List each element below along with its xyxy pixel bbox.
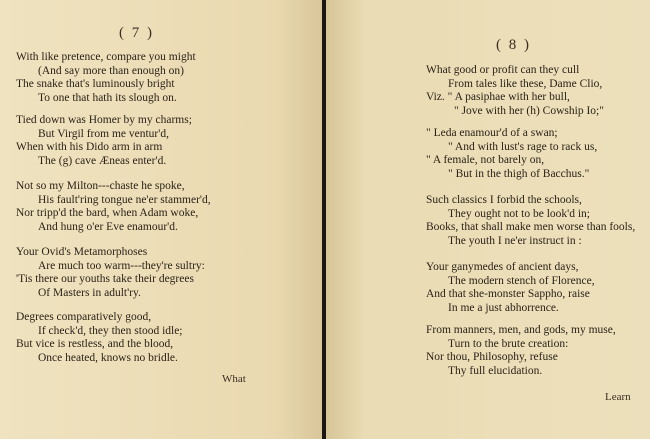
verse-line: Of Masters in adult'ry. — [38, 286, 141, 299]
verse-line: Tied down was Homer by my charms; — [16, 114, 192, 126]
verse-line: From tales like these, Dame Clio, — [448, 77, 603, 90]
left-page — [0, 0, 322, 439]
catchword: What — [222, 373, 246, 385]
stanza — [16, 246, 205, 300]
verse-line: Once heated, knows no bridle. — [38, 351, 178, 364]
verse-line: " Jove with her (h) Cowship Io;" — [454, 104, 604, 117]
verse-line: The youth I ne'er instruct in : — [448, 234, 582, 247]
verse-line: (And say more than enough on) — [38, 64, 184, 77]
catchword: Learn — [605, 391, 631, 403]
verse-line: And that she-monster Sappho, raise — [426, 288, 590, 301]
verse-line: Nor tripp'd the bard, when Adam woke, — [16, 207, 199, 220]
stanza — [426, 64, 604, 118]
stanza — [16, 114, 192, 168]
stanza — [16, 180, 211, 234]
verse-line: When with his Dido arm in arm — [16, 141, 163, 154]
verse-line: Thy full elucidation. — [448, 364, 543, 377]
verse-line: And hung o'er Eve enamour'd. — [38, 220, 178, 233]
verse-line: Turn to the brute creation: — [448, 337, 569, 350]
verse-line: But vice is restless, and the blood, — [16, 338, 174, 351]
page-number: ( 7 ) — [119, 25, 154, 41]
verse-line: 'Tis there our youths take their degrees — [16, 273, 194, 286]
verse-line: They ought not to be look'd in; — [448, 207, 590, 220]
verse-line: With like pretence, compare you might — [16, 51, 196, 63]
verse-line: Books, that shall make men worse than fools, — [426, 221, 636, 234]
verse-line: The (g) cave Æneas enter'd. — [38, 154, 167, 167]
stanza — [426, 127, 597, 181]
verse-line: Not so my Milton---chaste he spoke, — [16, 180, 185, 192]
verse-line: In me a just abhorrence. — [448, 301, 559, 314]
stanza — [426, 194, 635, 248]
verse-line: " And with lust's rage to rack us, — [448, 140, 598, 153]
verse-line: Your Ovid's Metamorphoses — [16, 246, 148, 258]
stanza — [16, 311, 183, 365]
verse-line: To one that hath its slough on. — [38, 91, 177, 104]
verse-line: " But in the thigh of Bacchus." — [448, 167, 590, 180]
verse-line: Viz. " A pasiphae with her bull, — [426, 91, 570, 104]
verse-line: From manners, men, and gods, my muse, — [426, 324, 616, 336]
verse-line: Degrees comparatively good, — [16, 311, 152, 323]
stanza — [16, 51, 196, 105]
verse-line: If check'd, they then stood idle; — [38, 324, 183, 337]
verse-line: The snake that's luminously bright — [16, 78, 175, 91]
verse-line: Nor thou, Philosophy, refuse — [426, 351, 558, 364]
stanza — [426, 261, 595, 315]
verse-line: " Leda enamour'd of a swan; — [426, 127, 558, 139]
verse-line: Are much too warm---they're sultry: — [38, 259, 205, 272]
verse-line: Such classics I forbid the schools, — [426, 194, 582, 206]
right-page — [326, 0, 650, 439]
verse-line: The modern stench of Florence, — [448, 274, 595, 287]
verse-line: But Virgil from me ventur'd, — [38, 127, 169, 140]
verse-line: Your ganymedes of ancient days, — [426, 261, 579, 273]
stanza — [426, 324, 616, 378]
verse-line: His fault'ring tongue ne'er stammer'd, — [38, 193, 211, 206]
verse-line: What good or profit can they cull — [426, 64, 580, 76]
verse-line: " A female, not barely on, — [426, 154, 545, 167]
page-number: ( 8 ) — [496, 37, 531, 53]
